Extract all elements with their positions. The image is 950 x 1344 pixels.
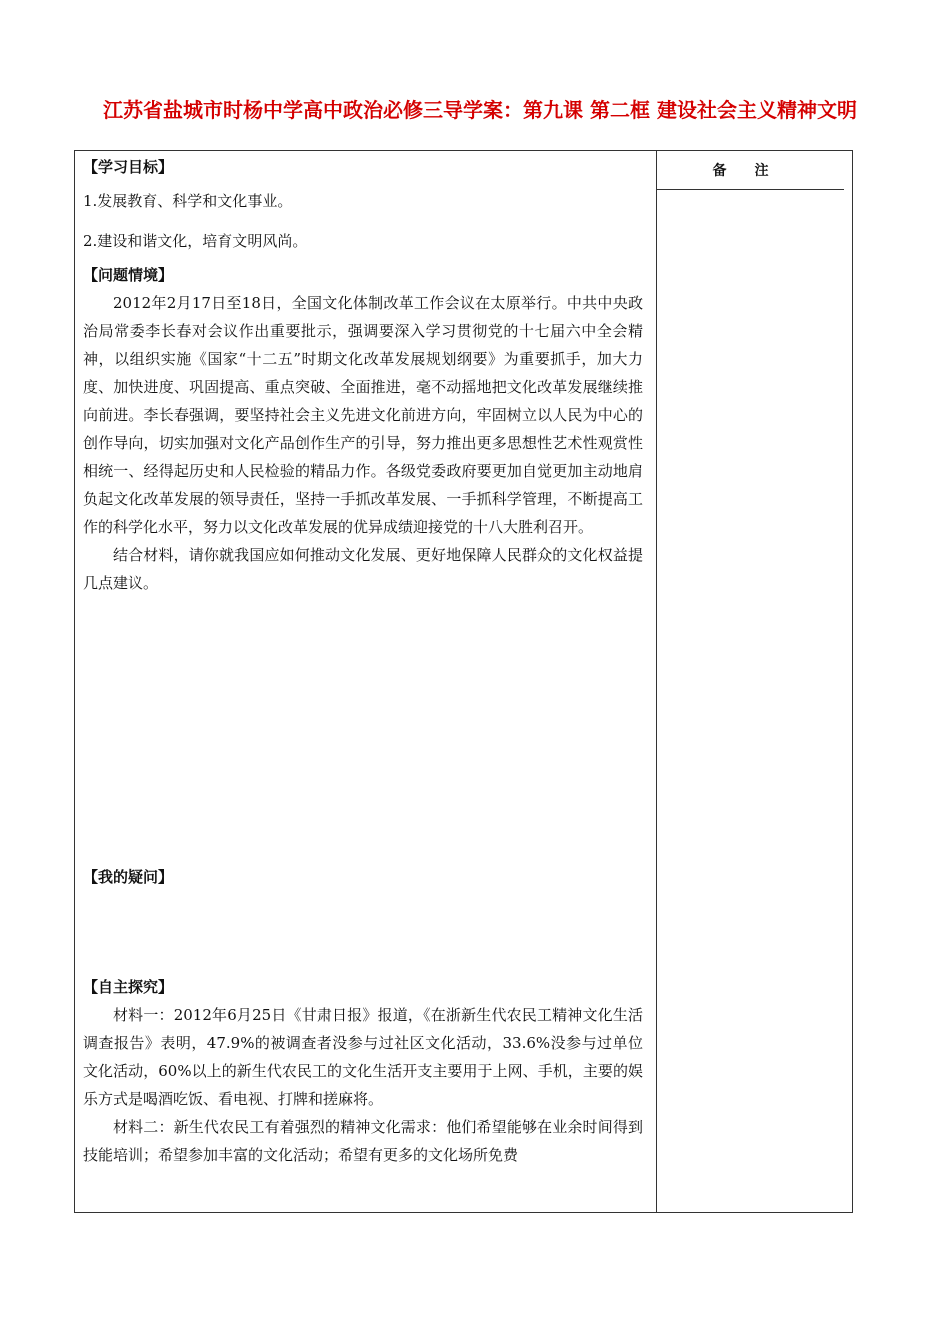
problem-situation-question: 结合材料，请你就我国应如何推动文化发展、更好地保障人民群众的文化权益提几点建议。 [83,546,643,592]
self-inquiry-heading: 【自主探究】 [83,978,174,996]
my-questions-heading: 【我的疑问】 [83,868,174,886]
self-inquiry-material-2: 材料二：新生代农民工有着强烈的精神文化需求：他们希望能够在业余时间得到技能培训；希望参加丰富的文化活动；希望有更多的文化场所免费 [83,1118,643,1164]
worksheet-table [74,150,853,1213]
learning-goal-item: 1.发展教育、科学和文化事业。 [83,192,293,210]
document-title: 江苏省盐城市时杨中学高中政治必修三导学案：第九课 第二框 建设社会主义精神文明 [103,98,857,122]
learning-goal-item: 2.建设和谐文化，培育文明风尚。 [83,232,308,250]
problem-situation-paragraph: 2012年2月17日至18日，全国文化体制改革工作会议在太原举行。中共中央政治局常委李长春对会议作出重要批示，强调要深入学习贯彻党的十七届六中全会精神，以组织实施《国家“十二五”时期文化改革发展规划纲要》为重要抓手，加大力度、加快进度、巩固提高、重点突破、全面推进，毫不动摇地把文化改革发展继续推向前进。李长春强调，要坚持社会主义先进文化前进方向，牢固树立以人民为中心的创作导向，切实加强对文化产品创作生产的引导，努力推出更多思想性艺术性观赏性相统一、经得起历史和人民检验的精品力作。各级党委政府要更加自觉更加主动地肩负起文化改革发展的领导责任，坚持一手抓改革发展、一手抓科学管理，不断提高工作的科学化水平，努力以文化改革发展的优异成绩迎接党的十八大胜利召开。 [83,294,643,536]
answer-space [83,597,643,863]
notes-header-rule [657,189,844,190]
problem-situation-heading: 【问题情境】 [83,266,174,284]
main-content-column [83,153,643,1169]
column-divider [656,151,657,1212]
questions-space [83,891,643,971]
self-inquiry-material-1: 材料一：2012年6月25日《甘肃日报》报道，《在浙新生代农民工精神文化生活调查报告》表明，47.9%的被调查者没参与过社区文化活动，33.6%没参与过单位文化活动，60%以上的新生代农民工的文化生活开支主要用于上网、手机，主要的娱乐方式是喝酒吃饭、看电视、打牌和搓麻将。 [83,1006,643,1108]
notes-column-header: 备注 [712,163,797,179]
learning-goals-heading: 【学习目标】 [83,158,174,176]
